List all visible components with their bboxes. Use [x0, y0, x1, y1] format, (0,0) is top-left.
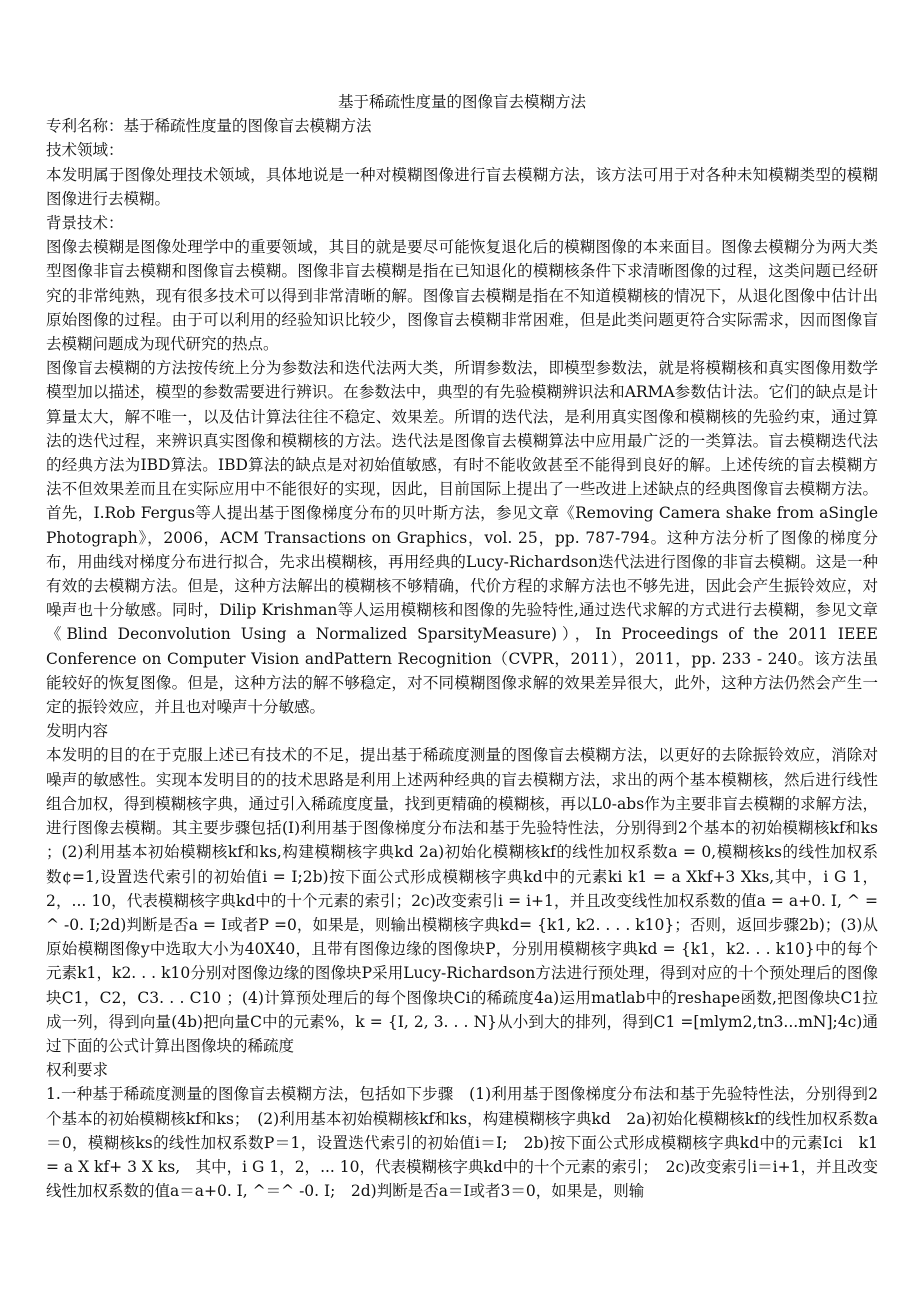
- claims-paragraph: 1.一种基于稀疏度测量的图像盲去模糊方法，包括如下步骤 (1)利用基于图像梯度分布法和基于先验特性法，分别得到2个基本的初始模糊核kf和ks； (2)利用基本初始模糊核kf和ks，构建模糊核字典kd 2a)初始化模糊核kf的线性加权系数a＝0，模糊核ks的线性加权系数P＝1，设置迭代索引的初始值i＝I; 2b)按下面公式形成模糊核字典kd中的元素Ici k1 = a X kf+ 3 X ks, 其中，i G 1，2，... 10，代表模糊核字典kd中的十个元素的索引； 2c)改变索引i＝i+1，并且改变线性加权系数的值a＝a+0. I, ^＝^ -0. I; 2d)判断是否a＝I或者3＝0，如果是，则输: [46, 1085, 878, 1201]
- document-title: 基于稀疏性度量的图像盲去模糊方法: [337, 93, 586, 111]
- invention-content-paragraph: 本发明的目的在于克服上述已有技术的不足，提出基于稀疏度测量的图像盲去模糊方法，以更好的去除振铃效应，消除对噪声的敏感性。实现本发明目的的技术思路是利用上述两种经典的盲去模糊方法，求出的两个基本模糊核，然后进行线性组合加权，得到模糊核字典，通过引入稀疏度度量，找到更精确的模糊核，再以L0-abs作为主要非盲去模糊的求解方法，进行图像去模糊。其主要步骤包括(I)利用基于图像梯度分布法和基于先验特性法，分别得到2个基本的初始模糊核kf和ks ；(2)利用基本初始模糊核kf和ks,构建模糊核字典kd 2a)初始化模糊核kf的线性加权系数a = 0,模糊核ks的线性加权系数¢=1,设置迭代索引的初始值i = I;2b)按下面公式形成模糊核字典kd中的元素ki k1 = a Xkf+3 Xks,其中，i G 1，2，... 10，代表模糊核字典kd中的十个元素的索引；2c)改变索引i = i+1，并且改变线性加权系数的值a = a+0. I, ^ = ^ -0. I;2d)判断是否a = I或者P =0，如果是，则输出模糊核字典kd= {k1, k2. . . . k10}；否则，返回步骤2b)；(3)从原始模糊图像y中选取大小为40X40，且带有图像边缘的图像块P，分别用模糊核字典kd = {k1，k2. . . k10}中的每个元素k1，k2. . . k10分别对图像边缘的图像块P采用Lucy-Richardson方法进行预处理，得到对应的十个预处理后的图像块C1，C2，C3. . . C10 ；(4)计算预处理后的每个图像块Ci的稀疏度4a)运用matlab中的reshape函数,把图像块C1拉成一列，得到向量(4b)把向量C中的元素%，k = {I, 2, 3. . . N}从小到大的排列，得到C1 =[mlym2,tn3...mN];4c)通过下面的公式计算出图像块的稀疏度: [46, 746, 878, 1055]
- background-paragraph-1: 图像去模糊是图像处理学中的重要领域，其目的就是要尽可能恢复退化后的模糊图像的本来面目。图像去模糊分为两大类型图像非盲去模糊和图像盲去模糊。图像非盲去模糊是指在已知退化的模糊核条件下求清晰图像的过程，这类问题已经研究的非常纯熟，现有很多技术可以得到非常清晰的解。图像盲去模糊是指在不知道模糊核的情况下，从退化图像中估计出原始图像的过程。由于可以利用的经验知识比较少，图像盲去模糊非常困难，但是此类问题更符合实际需求，因而图像盲去模糊问题成为现代研究的热点。: [46, 238, 878, 354]
- section-heading-invention-content: 发明内容: [46, 722, 109, 741]
- patent-name: 专利名称：基于稀疏性度量的图像盲去模糊方法: [46, 117, 372, 136]
- section-heading-background: 背景技术：: [46, 214, 124, 233]
- technical-field-paragraph: 本发明属于图像处理技术领域，具体地说是一种对模糊图像进行盲去模糊方法，该方法可用于对各种未知模糊类型的模糊图像进行去模糊。: [46, 165, 878, 208]
- section-heading-claims: 权利要求: [46, 1061, 109, 1080]
- background-paragraph-2: 图像盲去模糊的方法按传统上分为参数法和迭代法两大类，所谓参数法，即模型参数法，就是将模糊核和真实图像用数学模型加以描述，模型的参数需要进行辨识。在参数法中，典型的有先验模糊辨识法和ARMA参数估计法。它们的缺点是计算量太大，解不唯一，以及估计算法往往不稳定、效果差。所谓的迭代法，是利用真实图像和模糊核的先验约束，通过算法的迭代过程，来辨识真实图像和模糊核的方法。迭代法是图像盲去模糊算法中应用最广泛的一类算法。盲去模糊迭代法的经典方法为IBD算法。IBD算法的缺点是对初始值敏感，有时不能收敛甚至不能得到良好的解。上述传统的盲去模糊方法不但效果差而且在实际应用中不能很好的实现，因此，目前国际上提出了一些改进上述缺点的经典图像盲去模糊方法。首先，I.Rob Fergus等人提出基于图像梯度分布的贝叶斯方法，参见文章《Removing Camera shake from aSingle Photograph》，2006，ACM Transactions on Graphics，vol. 25，pp. 787-794。这种方法分析了图像的梯度分布，用曲线对梯度分布进行拟合，先求出模糊核，再用经典的Lucy-Richardson迭代法进行图像的非盲去模糊。这是一种有效的去模糊方法。但是，这种方法解出的模糊核不够精确，代价方程的求解方法也不够先进，因此会产生振铃效应，对噪声也十分敏感。同时，Dilip Krishman等人运用模糊核和图像的先验特性,通过迭代求解的方式进行去模糊，参见文章《Blind Deconvolution Using a Normalized SparsityMeasure)），In Proceedings of the 2011 IEEE Conference on Computer Vision andPattern Recognition（CVPR，2011），2011，pp. 233 - 240。该方法虽能较好的恢复图像。但是，这种方法的解不够稳定，对不同模糊图像求解的效果差异很大，此外，这种方法仍然会产生一定的振铃效应，并且也对噪声十分敏感。: [46, 359, 878, 717]
- section-heading-technical-field: 技术领域：: [46, 141, 124, 160]
